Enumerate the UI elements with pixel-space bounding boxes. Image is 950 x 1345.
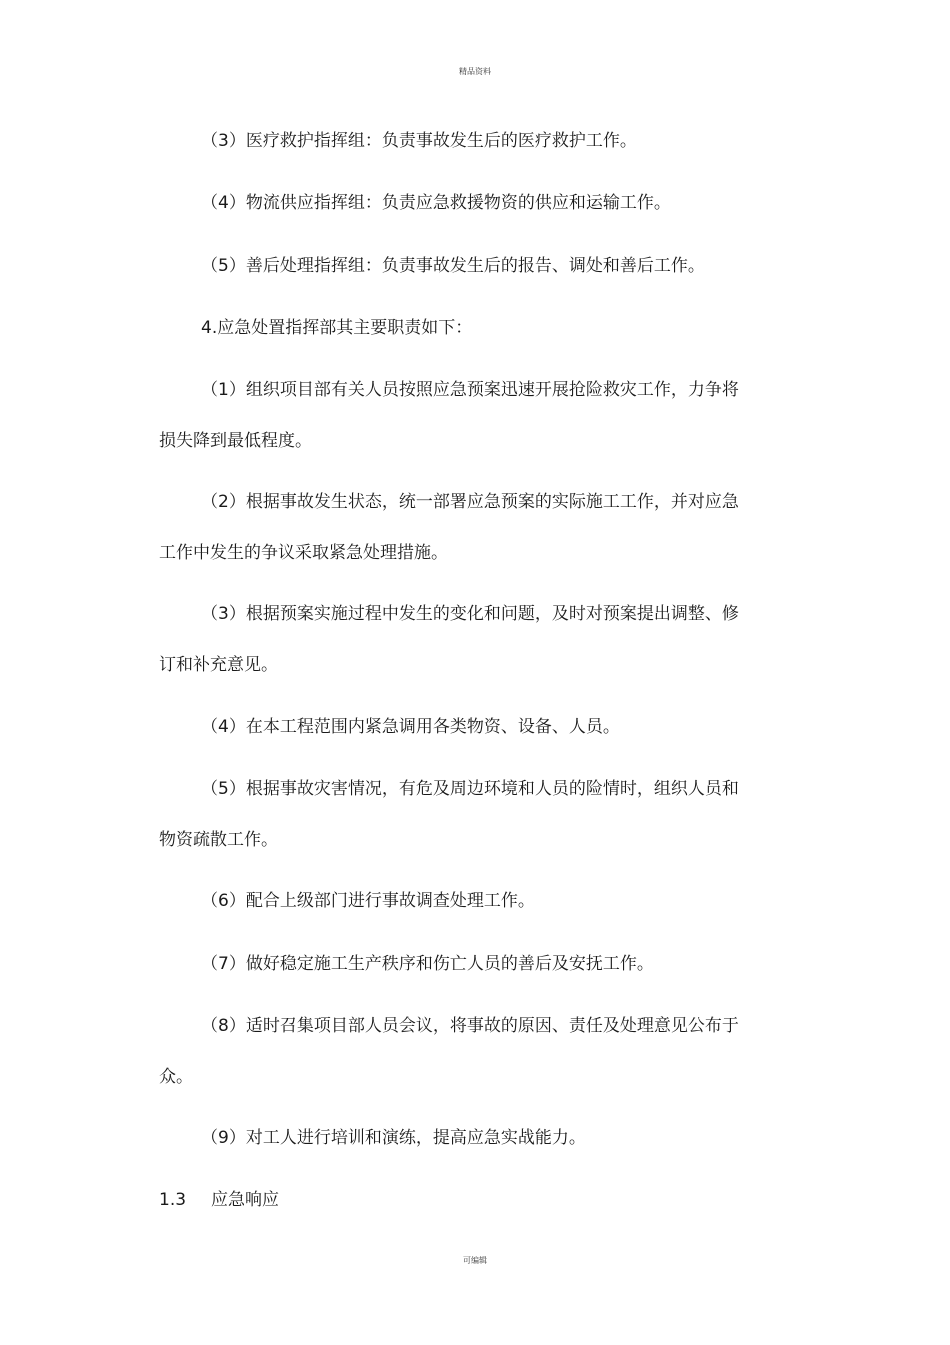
paragraph-line: （3）根据预案实施过程中发生的变化和问题，及时对预案提出调整、修	[201, 604, 739, 624]
paragraph-line: （8）适时召集项目部人员会议，将事故的原因、责任及处理意见公布于	[201, 1016, 739, 1036]
paragraph-line: （2）根据事故发生状态，统一部署应急预案的实际施工工作，并对应急	[201, 492, 739, 512]
paragraph-line: 众。	[159, 1067, 193, 1087]
paragraph-line: 工作中发生的争议采取紧急处理措施。	[159, 543, 448, 563]
paragraph-line: （4）在本工程范围内紧急调用各类物资、设备、人员。	[201, 717, 620, 737]
paragraph-line: （9）对工人进行培训和演练，提高应急实战能力。	[201, 1128, 586, 1148]
page-header: 精品资料	[459, 67, 491, 76]
paragraph-line: （4）物流供应指挥组：负责应急救援物资的供应和运输工作。	[201, 193, 671, 213]
paragraph-line: （5）根据事故灾害情况，有危及周边环境和人员的险情时，组织人员和	[201, 779, 739, 799]
section-number: 1.3	[159, 1190, 187, 1210]
paragraph-line: （1）组织项目部有关人员按照应急预案迅速开展抢险救灾工作，力争将	[201, 380, 739, 400]
paragraph-line: （7）做好稳定施工生产秩序和伤亡人员的善后及安抚工作。	[201, 954, 654, 974]
paragraph-line: （3）医疗救护指挥组：负责事故发生后的医疗救护工作。	[201, 131, 637, 151]
page-footer: 可编辑	[463, 1256, 487, 1265]
paragraph-line: 损失降到最低程度。	[159, 431, 312, 451]
paragraph-line: 物资疏散工作。	[159, 830, 278, 850]
paragraph-line: 订和补充意见。	[159, 655, 278, 675]
paragraph-line: 4.应急处置指挥部其主要职责如下：	[201, 318, 473, 338]
paragraph-line: （5）善后处理指挥组：负责事故发生后的报告、调处和善后工作。	[201, 256, 705, 276]
section-title: 应急响应	[211, 1190, 279, 1210]
paragraph-line: （6）配合上级部门进行事故调查处理工作。	[201, 891, 535, 911]
